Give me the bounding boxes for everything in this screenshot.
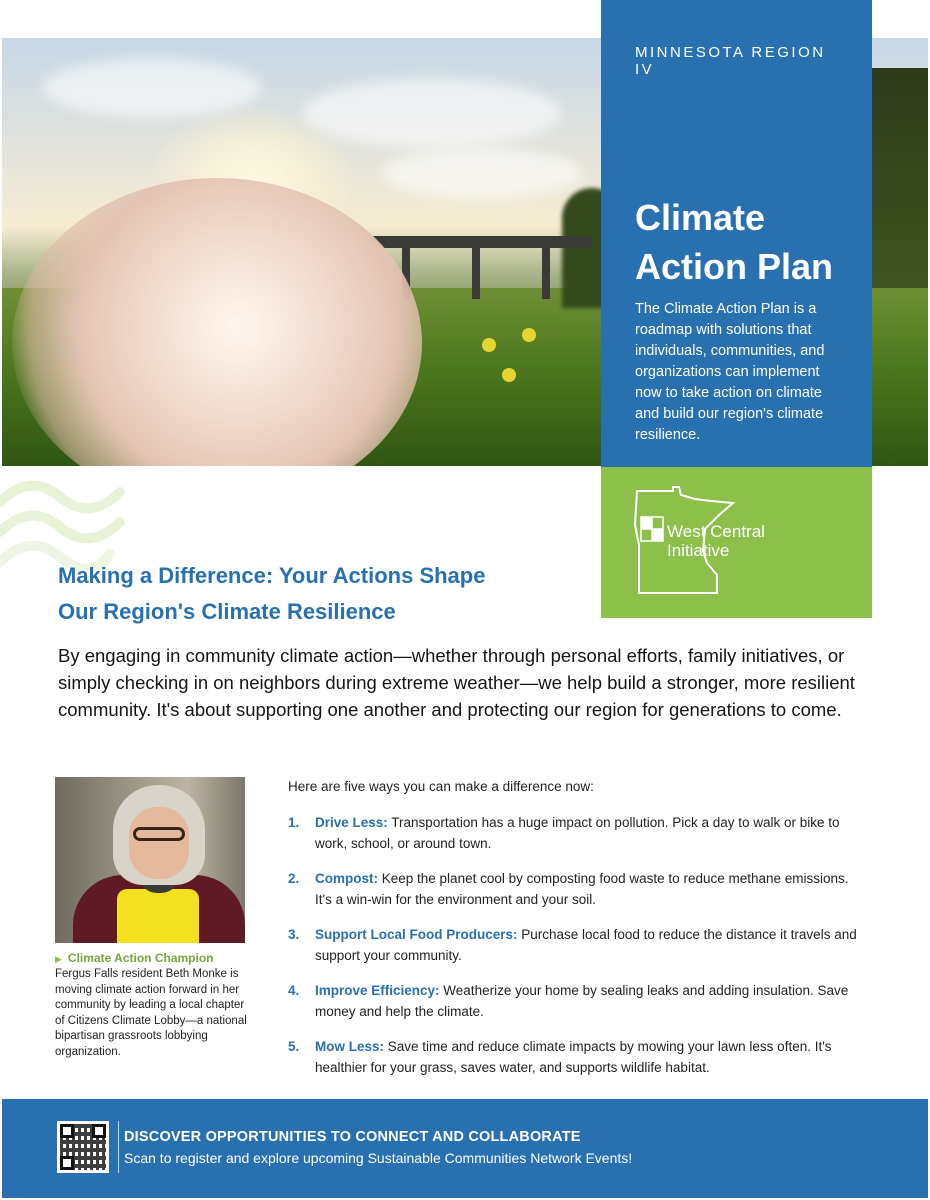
title-panel xyxy=(601,0,872,467)
page-title: Climate Action Plan xyxy=(635,197,834,287)
footer-title: DISCOVER OPPORTUNITIES TO CONNECT AND COLLABORATE xyxy=(124,1129,581,1145)
caption-text: Fergus Falls resident Beth Monke is moving climate action forward in her community by leading a local chapter of Citizens Climate Lobby—a national bipartisan grassroots lobbying organization. xyxy=(55,968,247,1058)
region-label: MINNESOTA REGION IV xyxy=(635,44,826,78)
champion-photo xyxy=(55,777,245,943)
footer-banner xyxy=(2,1099,928,1198)
section-heading: Making a Difference: Your Actions Shape Our Region's Climate Resilience xyxy=(58,563,486,624)
logo-text: West Central Initiative xyxy=(667,522,765,560)
qr-code-icon[interactable] xyxy=(57,1121,109,1173)
divider xyxy=(118,1121,119,1173)
decorative-wave-icon xyxy=(0,462,160,572)
logo-panel xyxy=(601,467,872,618)
ways-intro: Here are five ways you can make a difference now: xyxy=(288,779,594,794)
dandelion-seedhead xyxy=(12,178,422,466)
list-item: 4. Improve Efficiency: Weatherize your home by sealing leaks and adding insulation. Save money and help the climate. xyxy=(288,983,849,1019)
ways-list xyxy=(288,812,868,1092)
list-item: 3. Support Local Food Producers: Purchase local food to reduce the distance it travels and support your community. xyxy=(288,927,857,963)
list-item: 1. Drive Less: Transportation has a huge impact on pollution. Pick a day to walk or bike to work, school, or around town. xyxy=(288,815,840,851)
caption-title: ▶ Climate Action Champion xyxy=(55,951,214,965)
intro-paragraph: By engaging in community climate action—whether through personal efforts, family initiatives, or simply checking in on neighbors during extreme weather—we help build a stronger, more resilient community. It's about supporting one another and protecting our region for generations to come. xyxy=(58,645,855,720)
list-item: 5. Mow Less: Save time and reduce climate impacts by mowing your lawn less often. It's healthier for your grass, saves water, and supports wildlife habitat. xyxy=(288,1039,832,1075)
plan-description: The Climate Action Plan is a roadmap with solutions that individuals, communities, and organizations can implement now to take action on climate and build our region's climate resilience. xyxy=(635,301,825,443)
footer-subtitle: Scan to register and explore upcoming Sustainable Communities Network Events! xyxy=(124,1150,633,1166)
triangle-bullet-icon: ▶ xyxy=(55,954,62,964)
list-item: 2. Compost: Keep the planet cool by composting food waste to reduce methane emissions. It's a win-win for the environment and your soil. xyxy=(288,871,849,907)
